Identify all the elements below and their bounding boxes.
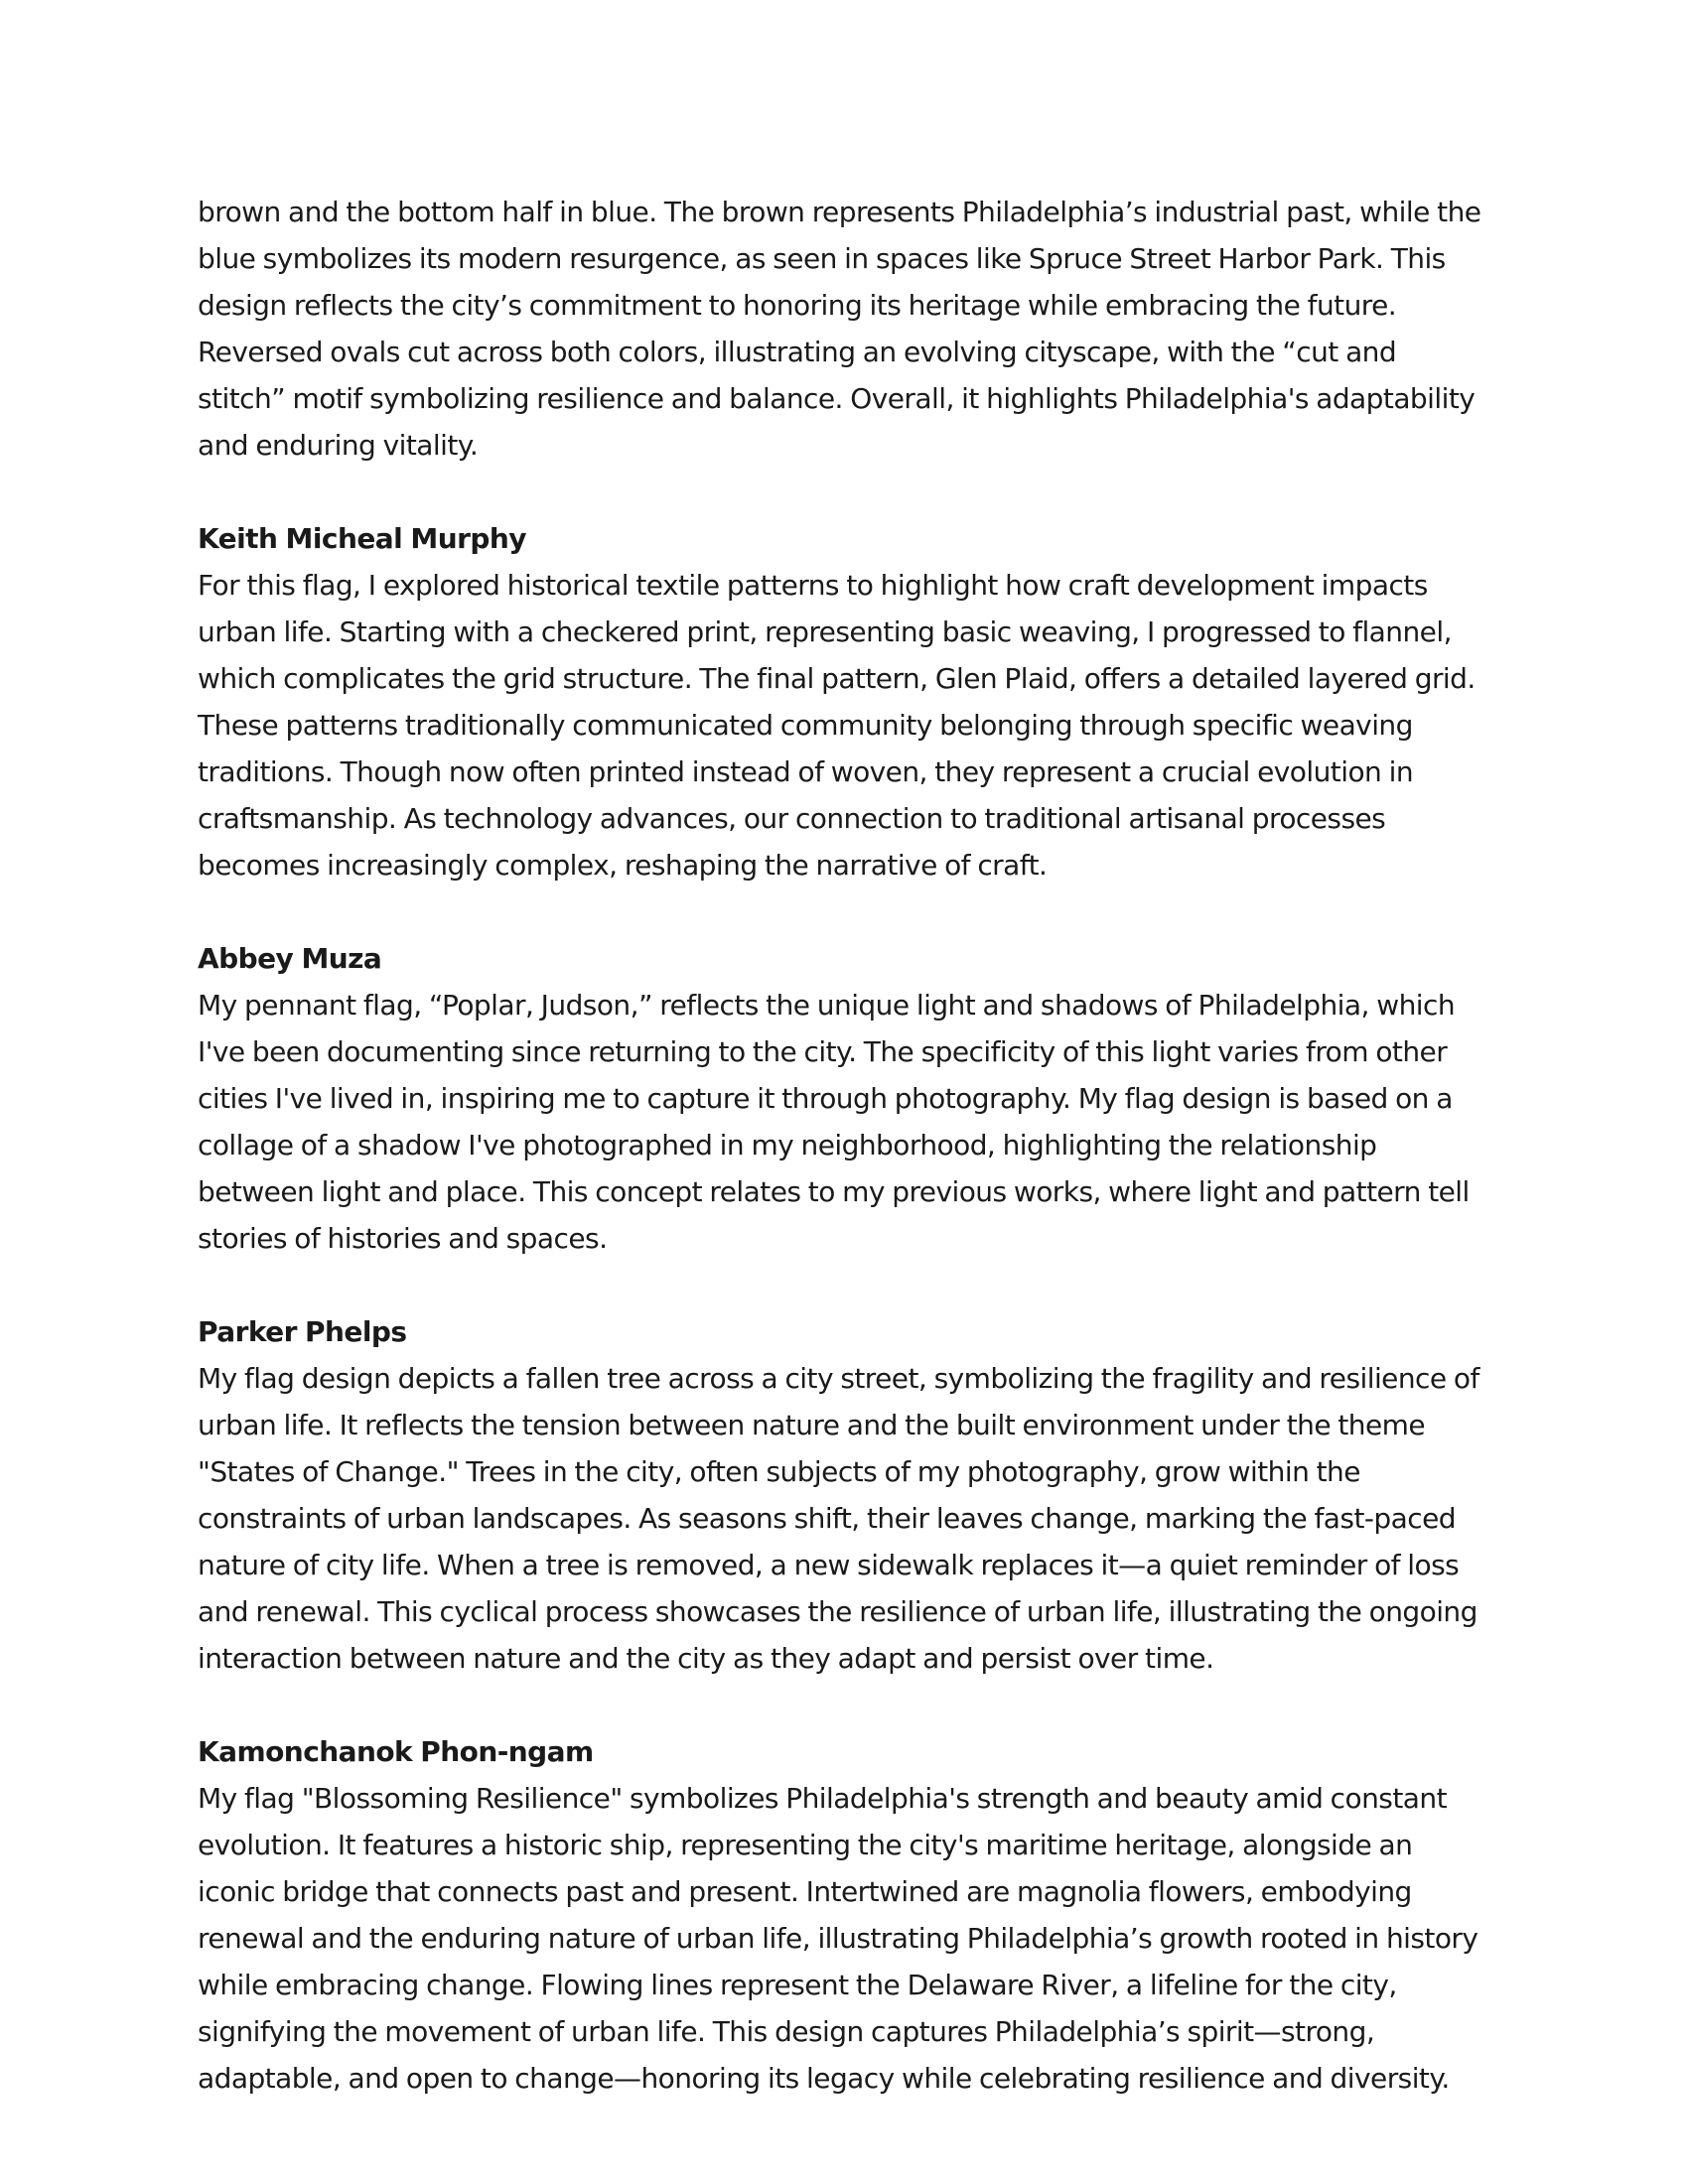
artist-statement: My pennant flag, “Poplar, Judson,” reflects the unique light and shadows of Philadelphia, which I've been documenting since returning to the city. The specificity of this light varies from other cities I've lived in, inspiring me to capture it through photography. My flag design is based on a collage of a shadow I've photographed in my neighborhood, highlighting the relationship between light and place. This concept relates to my previous works, where light and pattern tell stories of histories and spaces. — [198, 989, 1470, 1255]
artist-statement: My flag design depicts a fallen tree across a city street, symbolizing the fragility and resilience of urban life. It reflects the tension between nature and the built environment under the theme "States of Change." Trees in the city, often subjects of my photography, grow within the constraints of urban landscapes. As seasons shift, their leaves change, marking the fast-paced nature of city life. When a tree is removed, a new sidewalk replaces it—a quiet reminder of loss and renewal. This cyclical process showcases the resilience of urban life, illustrating the ongoing interaction between nature and the city as they adapt and persist over time. — [198, 1362, 1479, 1675]
artist-name: Kamonchanok Phon-ngam — [198, 1735, 594, 1768]
artist-section-phelps — [198, 1308, 1488, 1682]
intro-paragraph: brown and the bottom half in blue. The brown represents Philadelphia’s industrial past, while the blue symbolizes its modern resurgence, as seen in spaces like Spruce Street Harbor Park. This design reflects the city’s commitment to honoring its heritage while embracing the future. Reversed ovals cut across both colors, illustrating an evolving cityscape, with the “cut and stitch” motif symbolizing resilience and balance. Overall, it highlights Philadelphia's adaptability and enduring vitality. — [198, 196, 1481, 462]
artist-section-phon-ngam — [198, 1728, 1488, 2102]
artist-name: Abbey Muza — [198, 942, 382, 975]
artist-section-muza — [198, 935, 1488, 1262]
artist-statement: My flag "Blossoming Resilience" symbolizes Philadelphia's strength and beauty amid constant evolution. It features a historic ship, representing the city's maritime heritage, alongside an iconic bridge that connects past and present. Intertwined are magnolia flowers, embodying renewal and the enduring nature of urban life, illustrating Philadelphia’s growth rooted in history while embracing change. Flowing lines represent the Delaware River, a lifeline for the city, signifying the movement of urban life. This design captures Philadelphia’s spirit—strong, adaptable, and open to change—honoring its legacy while celebrating resilience and diversity. — [198, 1782, 1478, 2095]
artist-name: Keith Micheal Murphy — [198, 522, 526, 555]
document-body — [198, 189, 1488, 2102]
artist-name: Parker Phelps — [198, 1315, 407, 1348]
artist-statement: For this flag, I explored historical textile patterns to highlight how craft development impacts urban life. Starting with a checkered print, representing basic weaving, I progressed to flannel, which complicates the grid structure. The final pattern, Glen Plaid, offers a detailed layered grid. These patterns traditionally communicated community belonging through specific weaving traditions. Though now often printed instead of woven, they represent a crucial evolution in craftsmanship. As technology advances, our connection to traditional artisanal processes becomes increasingly complex, reshaping the narrative of craft. — [198, 569, 1476, 882]
artist-section-murphy — [198, 515, 1488, 888]
